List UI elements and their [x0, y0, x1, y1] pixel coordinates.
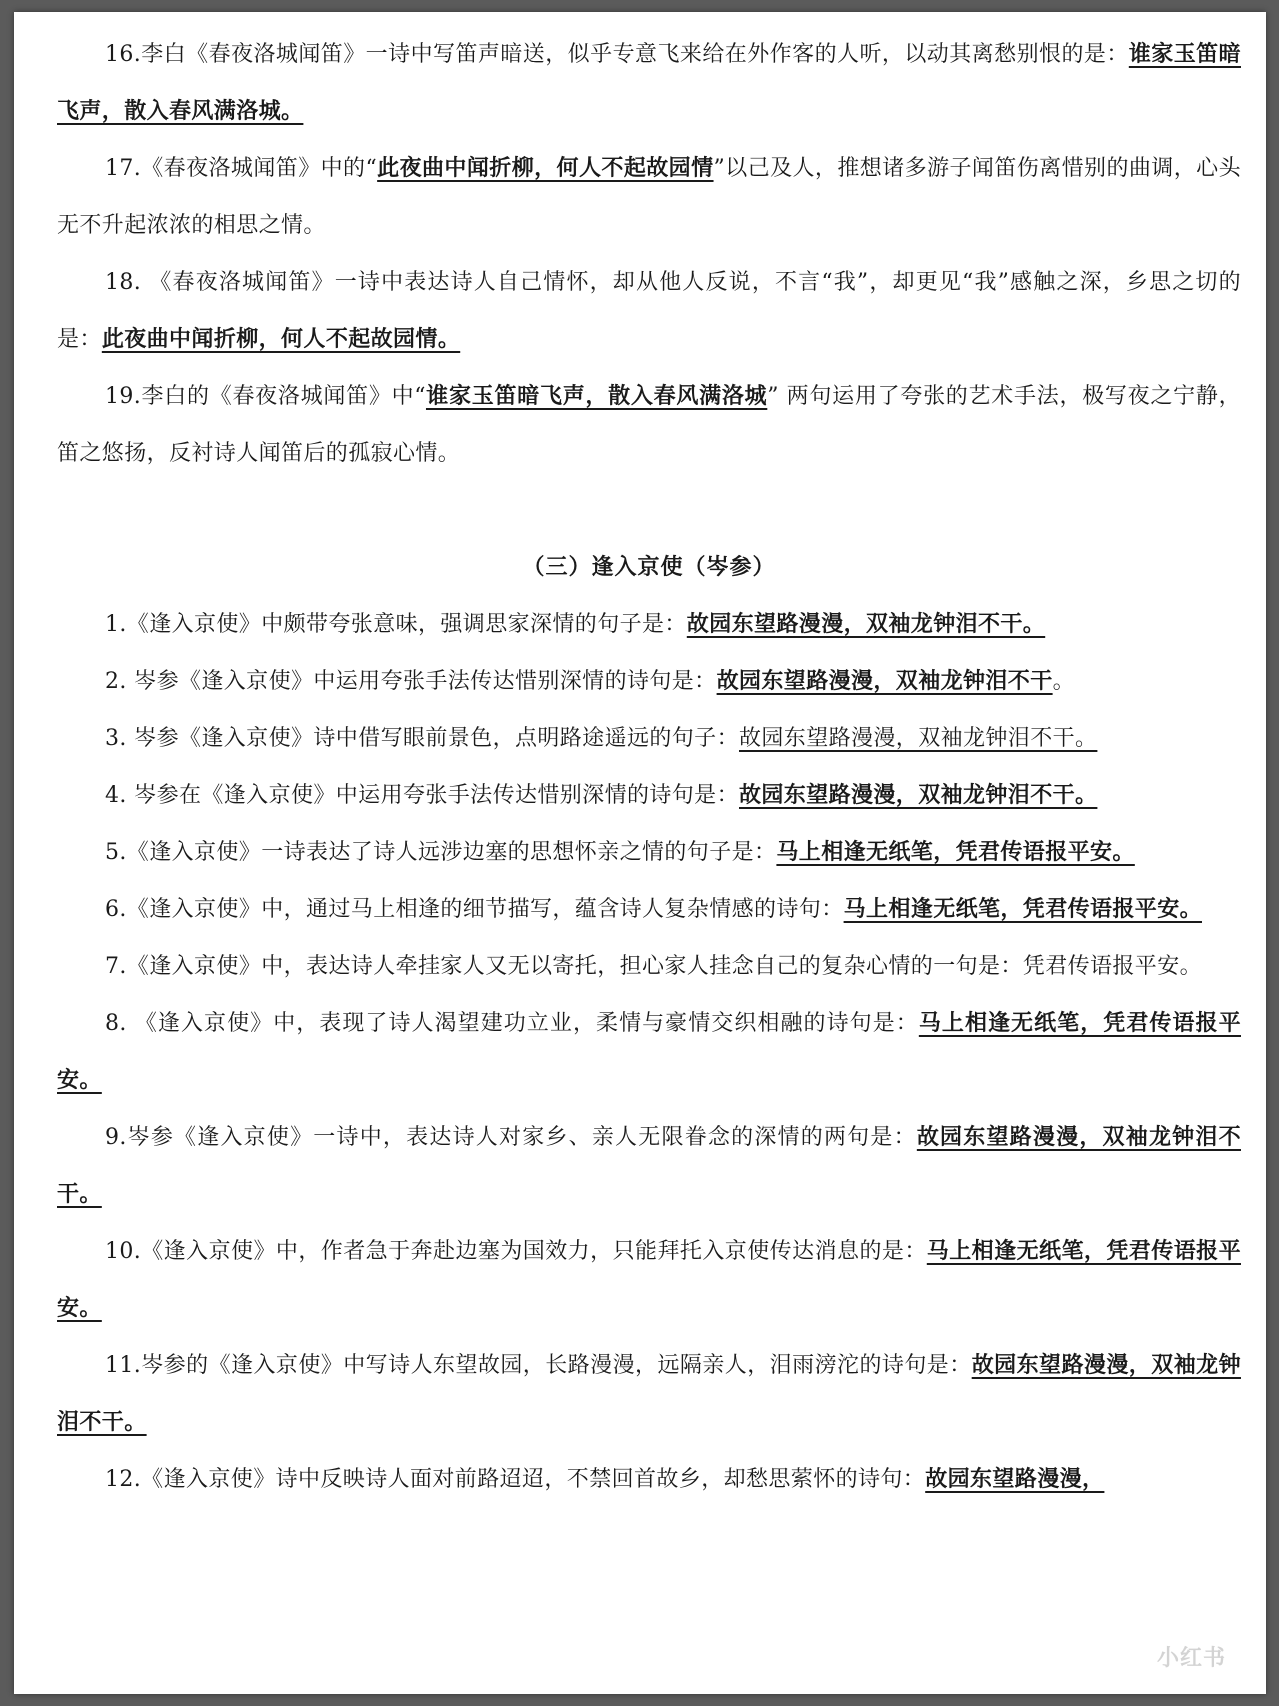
answer-underlined: 马上相逢无纸笔，凭君传语报平安。	[57, 1010, 1241, 1093]
item-b7: 7.《逢入京使》中，表达诗人牵挂家人又无以寄托，担心家人挂念自己的复杂心情的一句是：凭君传语报平安。	[105, 954, 1202, 979]
document-content	[57, 26, 1241, 1508]
item-b8: 8. 《逢入京使》中，表现了诗人渴望建功立业，柔情与豪情交织相融的诗句是：马上相逢无纸笔，凭君传语报平安。	[57, 1010, 1241, 1093]
answer-underlined: 此夜曲中闻折柳，何人不起故园情。	[101, 326, 461, 352]
item-a18: 18. 《春夜洛城闻笛》一诗中表达诗人自己情怀，却从他人反说，不言“我”，却更见“我”感触之深，乡思之切的是：此夜曲中闻折柳，何人不起故园情。	[57, 270, 1241, 352]
item-b2: 2. 岑参《逢入京使》中运用夸张手法传达惜别深情的诗句是：故园东望路漫漫，双袖龙钟泪不干。	[105, 668, 1076, 694]
item-b3: 3. 岑参《逢入京使》诗中借写眼前景色，点明路途遥远的句子：故园东望路漫漫，双袖龙钟泪不干。	[105, 726, 1098, 751]
answer-underlined: 谁家玉笛暗飞声，散入春风满洛城。	[57, 41, 1241, 124]
item-a16: 16.李白《春夜洛城闻笛》一诗中写笛声暗送，似乎专意飞来给在外作客的人听，以动其离愁别恨的是：谁家玉笛暗飞声，散入春风满洛城。	[57, 41, 1241, 124]
item-b12: 12.《逢入京使》诗中反映诗人面对前路迢迢，不禁回首故乡，却愁思萦怀的诗句：故园东望路漫漫，	[105, 1466, 1105, 1492]
item-b4: 4. 岑参在《逢入京使》中运用夸张手法传达惜别深情的诗句是：故园东望路漫漫，双袖龙钟泪不干。	[105, 782, 1098, 808]
answer-underlined: 故园东望路漫漫，双袖龙钟泪不干。	[739, 782, 1098, 808]
document-page	[14, 12, 1266, 1694]
section-gap	[57, 482, 1241, 539]
answer-underlined: 故园东望路漫漫，	[925, 1466, 1105, 1492]
item-a19: 19.李白的《春夜洛城闻笛》中“谁家玉笛暗飞声，散入春风满洛城” 两句运用了夸张的艺术手法，极写夜之宁静，笛之悠扬，反衬诗人闻笛后的孤寂心情。	[57, 383, 1241, 466]
item-b1: 1.《逢入京使》中颇带夸张意味，强调思家深情的句子是：故园东望路漫漫，双袖龙钟泪不干。	[105, 611, 1046, 637]
answer-underlined: 此夜曲中闻折柳，何人不起故园情	[377, 155, 714, 181]
watermark-logo: 小红书	[1156, 1646, 1226, 1671]
item-b10: 10.《逢入京使》中，作者急于奔赴边塞为国效力，只能拜托入京使传达消息的是：马上相逢无纸笔，凭君传语报平安。	[57, 1238, 1241, 1321]
answer-underlined: 马上相逢无纸笔，凭君传语报平安。	[843, 896, 1202, 922]
answer-underlined: 故园东望路漫漫，双袖龙钟泪不干。	[57, 1124, 1241, 1207]
answer-underlined: 马上相逢无纸笔，凭君传语报平安。	[776, 839, 1135, 865]
answer-underlined: 谁家玉笛暗飞声，散入春风满洛城	[425, 383, 768, 409]
answer-underlined: 故园东望路漫漫，双袖龙钟泪不干。	[57, 1352, 1241, 1435]
item-b6: 6.《逢入京使》中，通过马上相逢的细节描写，蕴含诗人复杂情感的诗句：马上相逢无纸笔，凭君传语报平安。	[105, 896, 1202, 922]
section-title: （三）逢入京使（岑参）	[522, 554, 776, 580]
answer-underlined: 故园东望路漫漫，双袖龙钟泪不干。	[686, 611, 1046, 637]
item-b5: 5.《逢入京使》一诗表达了诗人远涉边塞的思想怀亲之情的句子是：马上相逢无纸笔，凭君传语报平安。	[105, 839, 1135, 865]
answer-underlined: 故园东望路漫漫，双袖龙钟泪不干	[716, 668, 1053, 694]
item-b11: 11.岑参的《逢入京使》中写诗人东望故园，长路漫漫，远隔亲人，泪雨滂沱的诗句是：故园东望路漫漫，双袖龙钟泪不干。	[57, 1352, 1241, 1435]
answer-underlined: 马上相逢无纸笔，凭君传语报平安。	[57, 1238, 1241, 1321]
item-b9: 9.岑参《逢入京使》一诗中，表达诗人对家乡、亲人无限眷念的深情的两句是：故园东望路漫漫，双袖龙钟泪不干。	[57, 1124, 1241, 1207]
answer-underlined: 故园东望路漫漫，双袖龙钟泪不干。	[739, 726, 1098, 751]
item-a17: 17.《春夜洛城闻笛》中的“此夜曲中闻折柳，何人不起故园情”以己及人，推想诸多游子闻笛伤离惜别的曲调，心头无不升起浓浓的相思之情。	[57, 155, 1241, 238]
